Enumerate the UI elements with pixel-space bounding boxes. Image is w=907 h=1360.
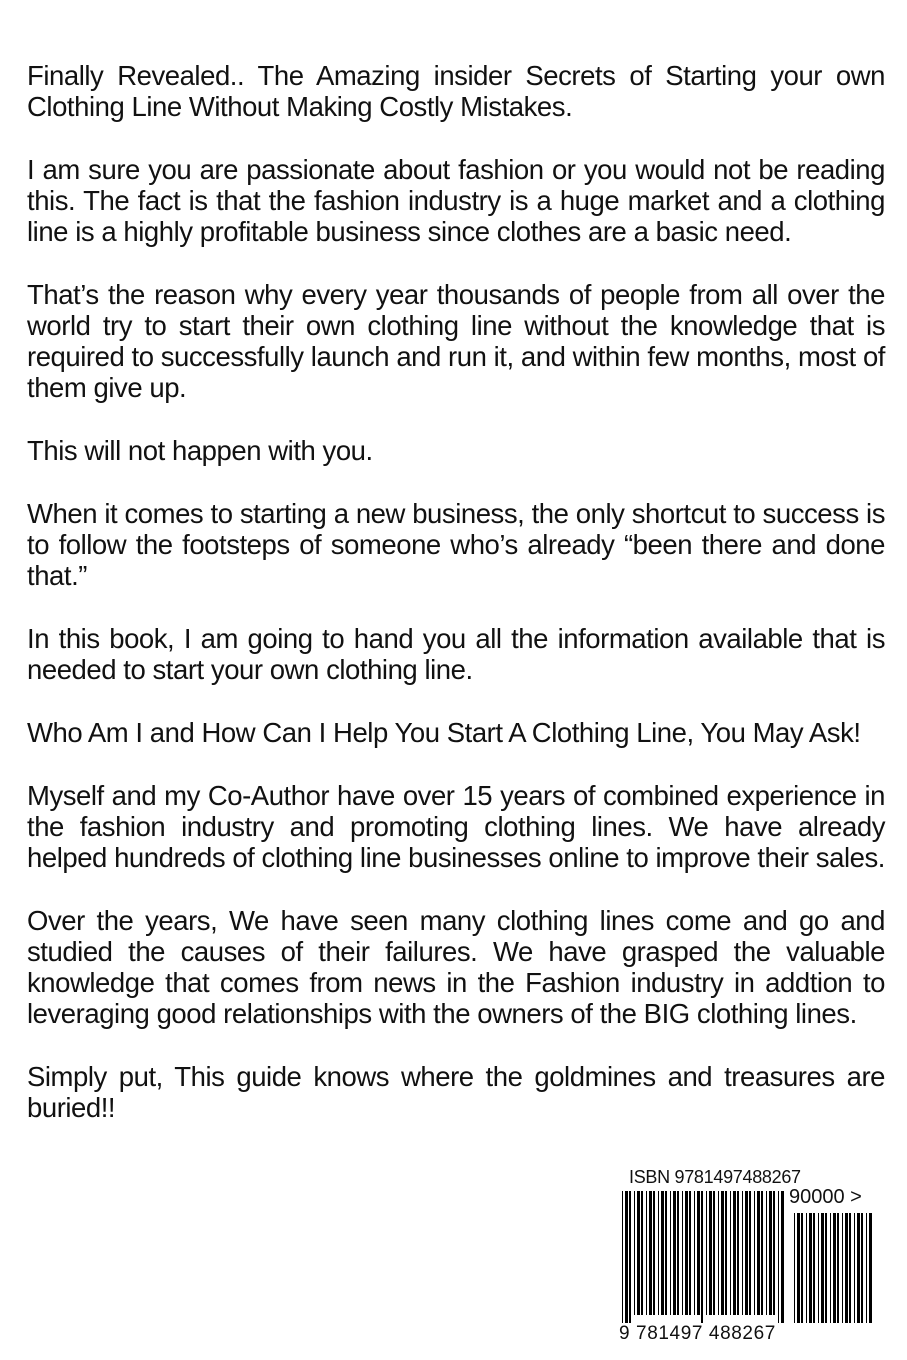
barcode-bar	[766, 1191, 767, 1315]
barcode-bar	[842, 1213, 843, 1323]
blurb-text	[27, 60, 885, 1155]
paragraph-experience: Myself and my Co-Author have over 15 years of combined experience in the fashion industry and promoting clothing lines. We have already helped hundreds of clothing line businesses online to improve their sales.	[27, 780, 885, 873]
barcode-bar	[778, 1191, 779, 1323]
addon-barcode-bars	[793, 1213, 873, 1323]
barcode-bar	[641, 1191, 643, 1315]
paragraph-intro: Finally Revealed.. The Amazing insider Secrets of Starting your own Clothing Line Without Making Costly Mistakes.	[27, 60, 885, 122]
barcode-bar	[625, 1191, 628, 1323]
barcode-bar	[781, 1191, 784, 1323]
barcode-bar	[653, 1191, 655, 1315]
barcode-bar	[757, 1191, 760, 1315]
barcode-bar	[749, 1191, 751, 1315]
barcode-bar	[797, 1213, 800, 1323]
barcode-bar	[694, 1191, 695, 1315]
barcode-bar	[845, 1213, 848, 1323]
ean-digits: 9 781497 488267	[619, 1323, 776, 1344]
barcode-bar	[685, 1191, 688, 1315]
barcode-bar	[682, 1191, 683, 1315]
barcode-bar	[745, 1191, 748, 1315]
barcode-bar	[697, 1191, 700, 1315]
barcode-bar	[849, 1213, 851, 1323]
paragraph-closing: Simply put, This guide knows where the goldmines and treasures are buried!!	[27, 1061, 885, 1123]
barcode-bar	[670, 1191, 671, 1315]
barcode-bar	[646, 1191, 647, 1315]
barcode-bar	[857, 1213, 860, 1323]
barcode-bar	[742, 1191, 743, 1315]
price-code: 90000 >	[789, 1186, 862, 1208]
barcode-bar	[634, 1191, 635, 1315]
barcode-bar	[677, 1191, 679, 1315]
barcode-bar	[706, 1191, 707, 1315]
barcode-bar	[629, 1191, 631, 1323]
barcode-bar	[673, 1191, 676, 1315]
barcode-bar	[721, 1191, 724, 1315]
barcode-bar	[773, 1191, 775, 1315]
barcode-bar	[806, 1213, 807, 1323]
barcode-bar	[718, 1191, 719, 1315]
barcode-bar	[701, 1191, 703, 1323]
paragraph-passion: I am sure you are passionate about fashion or you would not be reading this. The fact is that the fashion industry is a huge market and a clothing line is a highly profitable business since clothes are a basic need.	[27, 154, 885, 247]
barcode-bar	[689, 1191, 691, 1315]
barcode-bar	[622, 1191, 623, 1323]
paragraph-who-am-i: Who Am I and How Can I Help You Start A Clothing Line, You May Ask!	[27, 717, 861, 748]
barcode-bar	[830, 1213, 831, 1323]
barcode-bar	[649, 1191, 652, 1315]
paragraph-promise: This will not happen with you.	[27, 435, 373, 466]
barcode-bar	[809, 1213, 812, 1323]
paragraph-reason: That’s the reason why every year thousands of people from all over the world try to start their own clothing line without the knowledge that is required to successfully launch and run it, and within few months, most of them give up.	[27, 279, 885, 403]
barcode-bar	[818, 1213, 819, 1323]
paragraph-shortcut: When it comes to starting a new business, the only shortcut to success is to follow the footsteps of someone who’s already “been there and done that.”	[27, 498, 885, 591]
barcode-bar	[661, 1191, 664, 1315]
barcode-bar	[861, 1213, 863, 1323]
isbn-barcode	[619, 1163, 907, 1360]
paragraph-book: In this book, I am going to hand you all the information available that is needed to start your own clothing line.	[27, 623, 885, 685]
barcode-bar	[658, 1191, 659, 1315]
ean-barcode-bars	[621, 1191, 785, 1323]
barcode-bar	[725, 1191, 727, 1315]
barcode-bar	[866, 1213, 867, 1323]
barcode-bar	[821, 1213, 824, 1323]
barcode-bar	[730, 1191, 731, 1315]
isbn-label: ISBN 9781497488267	[629, 1167, 801, 1187]
barcode-bar	[869, 1213, 872, 1323]
barcode-bar	[813, 1213, 815, 1323]
barcode-bar	[733, 1191, 736, 1315]
paragraph-years: Over the years, We have seen many clothing lines come and go and studied the causes of their failures. We have grasped the valuable knowledge that comes from news in the Fashion industry in addtion to leveraging good relationships with the owners of the BIG clothing lines.	[27, 905, 885, 1029]
barcode-bar	[801, 1213, 803, 1323]
barcode-bar	[713, 1191, 715, 1315]
barcode-bar	[837, 1213, 839, 1323]
barcode-bar	[754, 1191, 755, 1315]
barcode-bar	[709, 1191, 712, 1315]
barcode-bar	[794, 1213, 795, 1323]
barcode-bar	[769, 1191, 772, 1315]
barcode-bar	[761, 1191, 763, 1315]
barcode-bar	[665, 1191, 667, 1315]
barcode-bar	[854, 1213, 855, 1323]
barcode-bar	[737, 1191, 739, 1315]
barcode-bar	[825, 1213, 827, 1323]
barcode-bar	[637, 1191, 640, 1315]
barcode-bar	[833, 1213, 836, 1323]
